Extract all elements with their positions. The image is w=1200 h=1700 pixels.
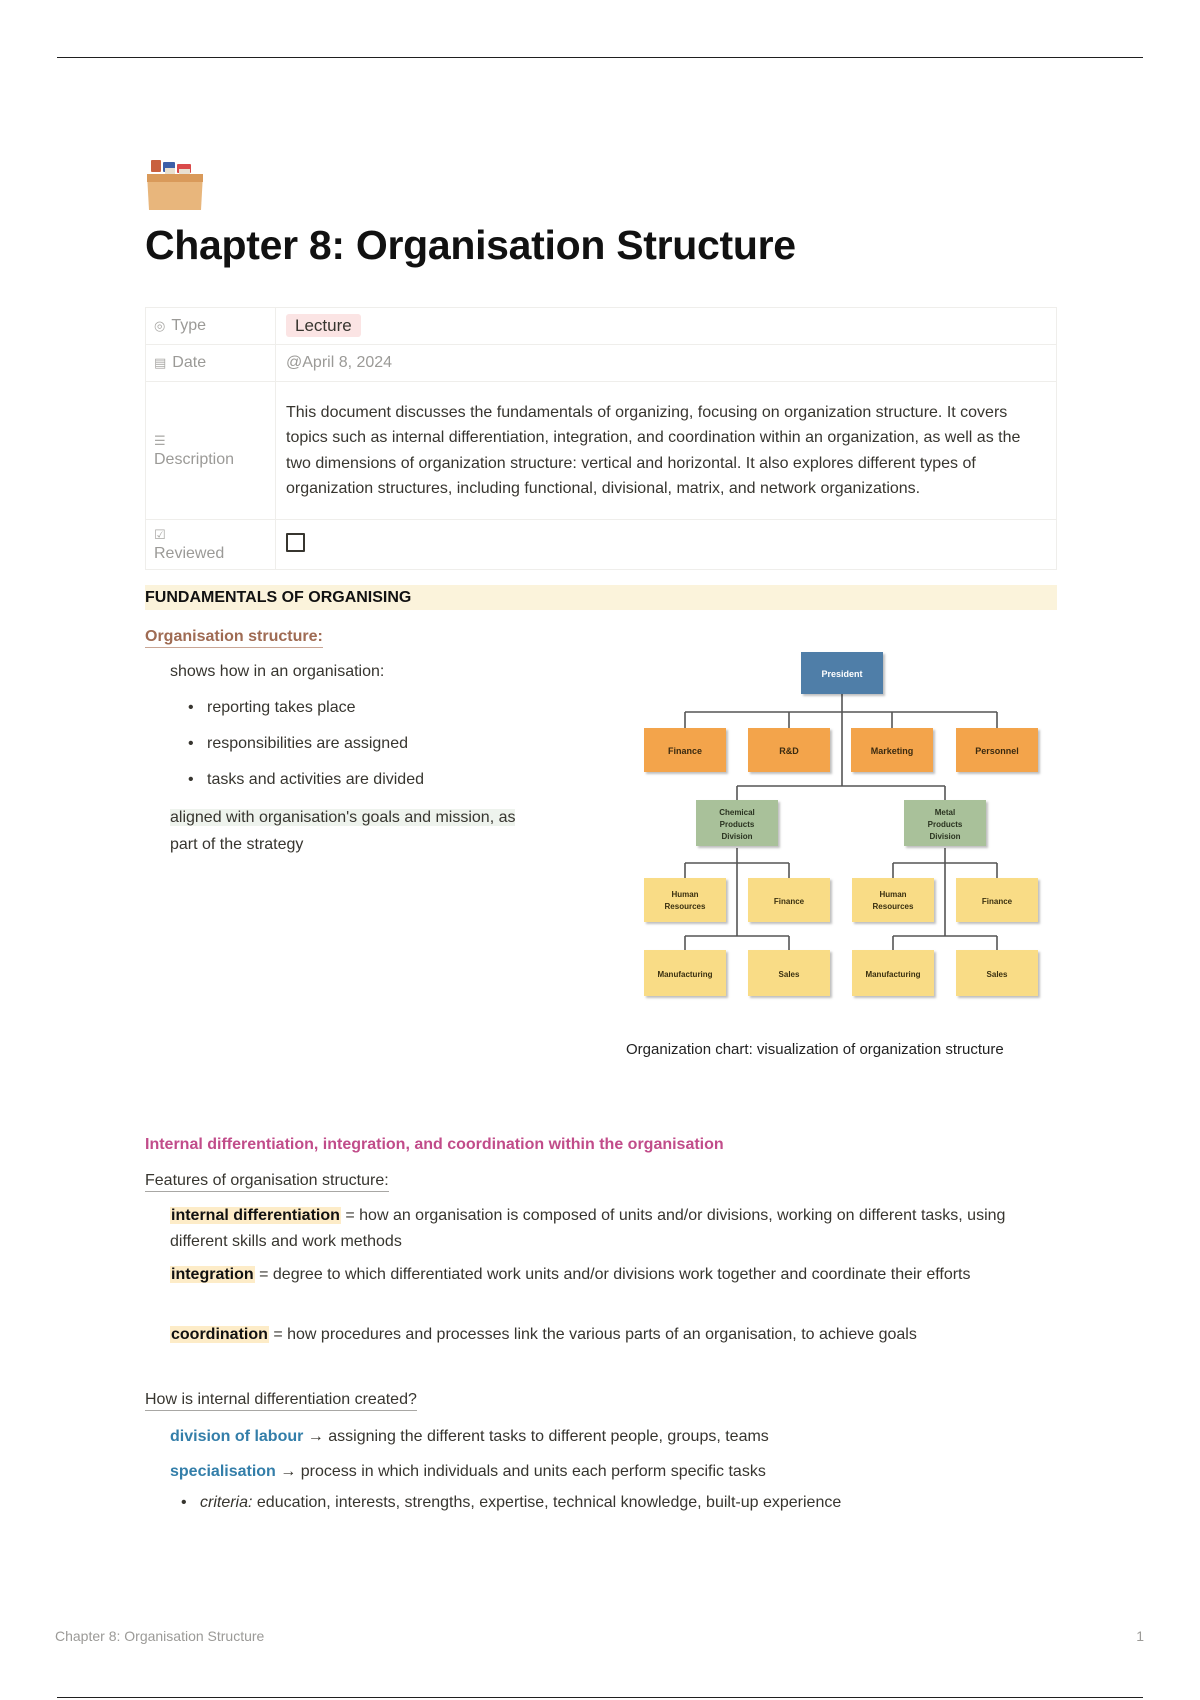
property-type-label: ◎ Type <box>146 308 276 345</box>
property-reviewed-label: ☑ Reviewed <box>146 520 276 570</box>
section-heading-fundamentals: FUNDAMENTALS OF ORGANISING <box>145 585 1057 610</box>
criteria-text: education, interests, strengths, expertise, technical knowledge, built-up experience <box>252 1494 842 1511</box>
aligned-line-1: aligned with organisation's goals and mission, as <box>170 809 516 826</box>
text-lines-icon: ☰ <box>154 432 166 448</box>
property-date-label: ▤ Date <box>146 345 276 382</box>
org-node-right-finance <box>956 878 1038 922</box>
subheading-features: Features of organisation structure: <box>145 1172 389 1192</box>
top-rule <box>57 57 1143 58</box>
svg-text:Chemical: Chemical <box>719 808 755 817</box>
svg-text:Finance: Finance <box>667 746 703 756</box>
svg-text:Finance: Finance <box>773 897 805 906</box>
org-node-personnel <box>956 728 1038 772</box>
card-index-box-icon <box>145 156 205 212</box>
svg-text:R&D: R&D <box>779 746 799 756</box>
definition-integration <box>170 1262 1040 1288</box>
svg-text:Division: Division <box>721 832 753 841</box>
svg-text:Human: Human <box>879 890 907 899</box>
subheading-organisation-structure: Organisation structure: <box>145 628 323 648</box>
svg-text:Sales: Sales <box>778 970 800 979</box>
property-type-value[interactable] <box>276 308 1057 345</box>
org-node-right-manufacturing <box>852 950 934 996</box>
list-item: • tasks and activities are divided <box>207 771 424 807</box>
calendar-icon: ▤ <box>154 355 167 370</box>
svg-text:Human: Human <box>671 890 699 899</box>
term-specialisation: specialisation <box>170 1463 276 1480</box>
reviewed-checkbox[interactable] <box>286 533 305 552</box>
definition-division-of-labour <box>170 1424 1040 1450</box>
term-integration: integration <box>171 1266 254 1283</box>
property-date-value[interactable] <box>276 345 1057 382</box>
org-node-left-sales <box>748 950 830 996</box>
select-property-icon: ◎ <box>154 318 166 333</box>
svg-text:Manufacturing: Manufacturing <box>657 970 713 979</box>
criteria-list-item <box>200 1494 841 1512</box>
definition-text: → assigning the different tasks to different people, groups, teams <box>303 1428 769 1445</box>
footer-page-number: 1 <box>1136 1628 1144 1644</box>
org-node-rnd <box>748 728 830 772</box>
definition-text: = degree to which differentiated work units and/or divisions work together and coordinate their efforts <box>254 1266 971 1283</box>
term-division-of-labour: division of labour <box>170 1428 304 1445</box>
term-coordination: coordination <box>171 1326 268 1343</box>
intro-text: shows how in an organisation: <box>170 663 385 680</box>
definition-coordination <box>170 1322 1040 1348</box>
org-node-left-human-resources <box>644 878 726 922</box>
definition-text: = how an organisation is composed of units and/or divisions, working on different tasks, using different skills and work methods <box>170 1207 1006 1250</box>
definition-text: = how procedures and processes link the various parts of an organisation, to achieve goals <box>268 1326 917 1343</box>
term-internal-differentiation: internal differentiation <box>171 1207 340 1224</box>
svg-text:Products: Products <box>719 820 755 829</box>
svg-text:Resources: Resources <box>664 902 706 911</box>
org-node-left-finance <box>748 878 830 922</box>
definition-text: → process in which individuals and units each perform specific tasks <box>275 1463 766 1480</box>
svg-text:Division: Division <box>929 832 961 841</box>
svg-text:Marketing: Marketing <box>870 746 914 756</box>
organization-chart <box>640 648 1050 1008</box>
lecture-tag[interactable]: Lecture <box>286 314 361 337</box>
svg-text:Products: Products <box>927 820 963 829</box>
subheading-internal-differentiation: Internal differentiation, integration, and coordination within the organisation <box>145 1136 724 1153</box>
org-node-right-human-resources <box>852 878 934 922</box>
list-item: • reporting takes place <box>207 699 424 735</box>
date-value[interactable]: @April 8, 2024 <box>286 354 393 371</box>
property-description-label: ☰ Description <box>146 382 276 520</box>
org-node-left-manufacturing <box>644 950 726 996</box>
svg-text:Resources: Resources <box>872 902 914 911</box>
org-node-metal-division <box>904 800 986 846</box>
svg-text:Finance: Finance <box>981 897 1013 906</box>
aligned-line-2: part of the strategy <box>170 836 304 853</box>
properties-table <box>145 307 1057 570</box>
org-node-right-sales <box>956 950 1038 996</box>
page-title: Chapter 8: Organisation Structure <box>145 222 796 268</box>
org-node-chemical-division <box>696 800 778 846</box>
property-description-value[interactable]: This document discusses the fundamentals of organizing, focusing on organization structure. It covers topics such as internal differentiation, integration, and coordination within an organization, as well as the two dimensions of organization structure: vertical and horizontal. It also explores different types of organization structures, including functional, divisional, matrix, and network organizations. <box>276 382 1057 520</box>
subheading-how-created: How is internal differentiation created? <box>145 1391 417 1411</box>
svg-text:Metal: Metal <box>934 808 956 817</box>
bottom-rule <box>57 1697 1143 1698</box>
org-chart-caption: Organization chart: visualization of organization structure <box>626 1041 1004 1058</box>
checkbox-property-icon: ☑ <box>154 526 166 542</box>
footer-title: Chapter 8: Organisation Structure <box>55 1628 265 1644</box>
list-item: • responsibilities are assigned <box>207 735 424 771</box>
definition-specialisation <box>170 1459 1040 1485</box>
svg-text:President: President <box>821 669 863 679</box>
org-node-president <box>801 652 883 694</box>
aligned-text <box>170 804 565 858</box>
svg-text:Manufacturing: Manufacturing <box>865 970 921 979</box>
org-node-marketing <box>851 728 933 772</box>
svg-text:Personnel: Personnel <box>975 746 1019 756</box>
bullet-list <box>207 699 424 807</box>
criteria-label: criteria: <box>200 1494 253 1511</box>
definition-internal-differentiation <box>170 1203 1040 1254</box>
org-node-finance <box>644 728 726 772</box>
property-reviewed-value <box>276 520 1057 570</box>
svg-text:Sales: Sales <box>986 970 1008 979</box>
